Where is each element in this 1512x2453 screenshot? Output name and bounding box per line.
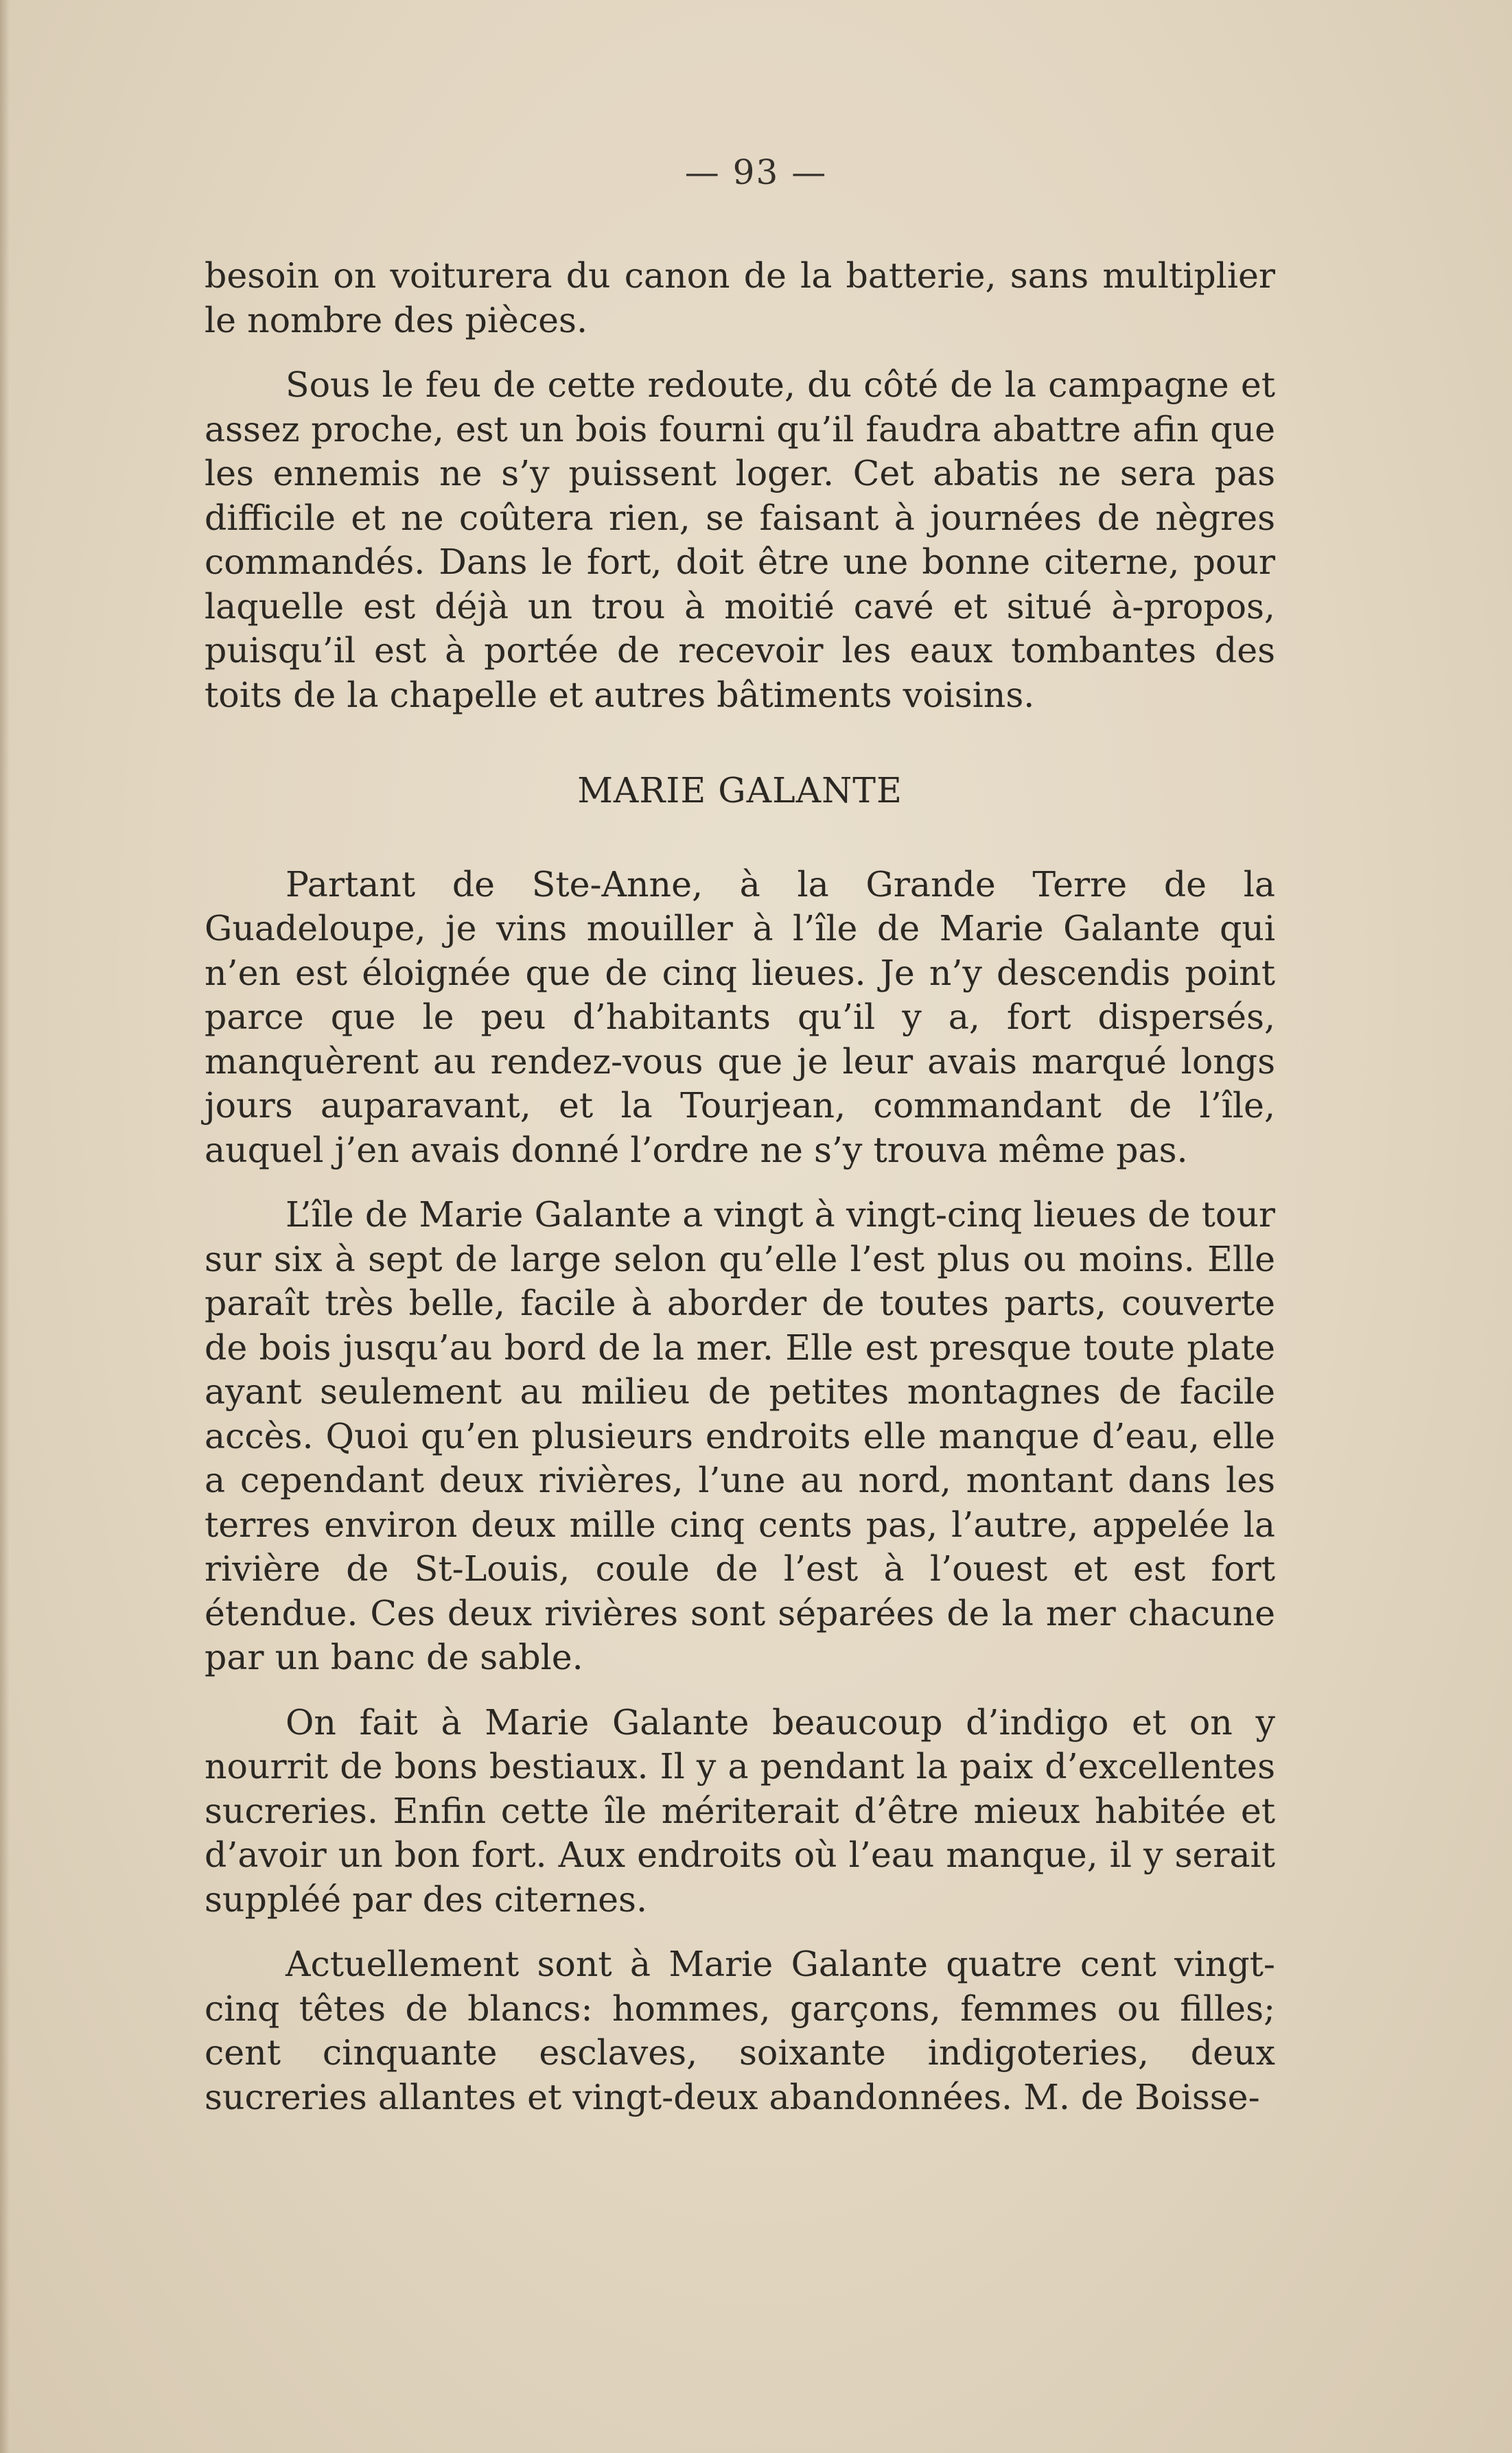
section-heading: MARIE GALANTE: [577, 770, 903, 811]
paragraph-arrival: Partant de Ste-Anne, à la Grande Terre de la Guadeloupe, je vins mouiller à l’île de Marie Galante qui n’en est éloignée que de cinq lieues. Je n’y descendis point parce que le peu d’habitants qu’il y a, fort dispersés, manquèrent au rendez-vous que je leur avais marqué longs jours auparavant, et la Tourjean, commandant de l’île, auquel j’en avais donné l’ordre ne s’y trouva même pas.: [205, 863, 1275, 1170]
paragraph-population: Actuellement sont à Marie Galante quatre cent vingt-cinq têtes de blancs: hommes, garçons, femmes ou filles; cent cinquante esclaves, soixante indigoteries, deux sucreries allantes et vingt-deux abandonnées. M. de Boisse-: [205, 1944, 1275, 2117]
body-text: [205, 254, 1275, 2119]
page-binding-edge: [0, 0, 10, 2453]
paragraph-continued: besoin on voiturera du canon de la batterie, sans multiplier le nombre des pièces.: [205, 255, 1275, 340]
paragraph-island-description: L’île de Marie Galante a vingt à vingt-cinq lieues de tour sur six à sept de large selon qu’elle l’est plus ou moins. Elle paraît très belle, facile à aborder de toutes parts, couverte de bois jusqu’au bord de la mer. Elle est presque toute plate ayant seulement au milieu de petites montagnes de facile accès. Quoi qu’en plusieurs endroits elle manque d’eau, elle a cependant deux rivières, l’une au nord, montant dans les terres environ deux mille cinq cents pas, l’autre, appelée la rivière de St-Louis, coule de l’est à l’ouest et est fort étendue. Ces deux rivières sont séparées de la mer chacune par un banc de sable.: [205, 1194, 1275, 1677]
page-number: — 93 —: [684, 152, 828, 192]
paragraph-indigo: On fait à Marie Galante beaucoup d’indigo et on y nourrit de bons bestiaux. Il y a pendant la paix d’excellentes sucreries. Enfin cette île mériterait d’être mieux habitée et d’avoir un bon fort. Aux endroits où l’eau manque, il y serait suppléé par des citernes.: [205, 1701, 1275, 1920]
paragraph-redoute: Sous le feu de cette redoute, du côté de la campagne et assez proche, est un bois fourni qu’il faudra abattre afin que les ennemis ne s’y puissent loger. Cet abatis ne sera pas difficile et ne coûtera rien, se faisant à journées de nègres commandés. Dans le fort, doit être une bonne citerne, pour laquelle est déjà un trou à moitié cavé et situé à-propos, puisqu’il est à portée de recevoir les eaux tombantes des toits de la chapelle et autres bâtiments voisins.: [205, 364, 1275, 715]
